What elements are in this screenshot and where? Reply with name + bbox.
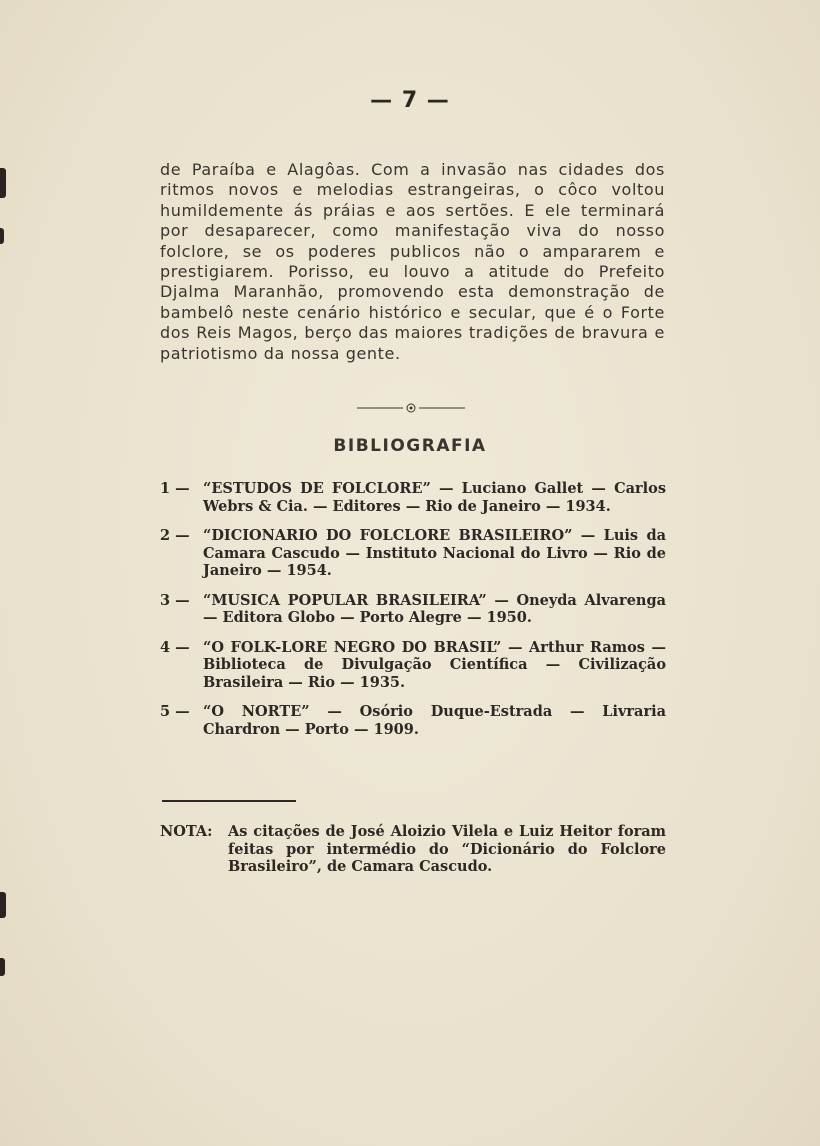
binding-hole-mark [0,958,5,976]
bibliography-heading: BIBLIOGRAFIA [333,436,487,456]
bibliography-entry [160,703,666,738]
page-number: — 7 — [370,88,450,113]
intro-paragraph: de Paraíba e Alagôas. Com a invasão nas cidades dos ritmos novos e melodias estrangeiras, o côco voltou humildemente ás práias e aos sertões. E ele terminará por desaparecer, como manifestação viva do nosso folclore, se os poderes publicos não o ampararem e prestigiarem. Porisso, eu louvo a atitude do Prefeito Djalma Maranhão, promovendo esta demonstração de bambelô neste cenário histórico e secular, que é o Forte dos Reis Magos, berço das maiores tradições de bravura e patriotismo da nossa gente. [160,160,665,363]
entry-text: “O FOLK-LORE NEGRO DO BRASIL” — Arthur Ramos — Biblioteca de Divulgação Científica — Civilização Brasileira — Rio — 1935. [203,638,666,691]
bibliography-entry [160,639,666,692]
bibliography-entry [160,480,666,515]
footnote-rule [162,800,296,802]
bibliography-entry [160,592,666,627]
note-label: NOTA: [160,823,213,840]
entry-text: “ESTUDOS DE FOLCLORE” — Luciano Gallet — Carlos Webrs & Cia. — Editores — Rio de Janeiro — 1934. [203,480,666,515]
footnote [160,823,666,876]
binding-hole-mark [0,168,6,198]
binding-hole-mark [0,228,4,244]
entry-number: 4 — [160,638,190,656]
section-divider-ornament [357,398,465,418]
entry-number: 3 — [160,591,190,609]
entry-number: 5 — [160,703,190,720]
entry-number: 2 — [160,527,190,544]
entry-number: 1 — [160,480,190,497]
binding-hole-mark [0,892,6,918]
bibliography-list [160,480,666,750]
entry-text: “MUSICA POPULAR BRASILEIRA” — Oneyda Alvarenga — Editora Globo — Porto Alegre — 1950. [203,591,666,626]
entry-text: “DICIONARIO DO FOLCLORE BRASILEIRO” — Luis da Camara Cascudo — Instituto Nacional do Livro — Rio de Janeiro — 1954. [203,527,666,579]
note-text: As citações de José Aloizio Vilela e Luiz Heitor foram feitas por intermédio do “Dicionário do Folclore Brasileiro”, de Camara Cascudo. [228,823,666,875]
bibliography-entry [160,527,666,580]
entry-text: “O NORTE” — Osório Duque-Estrada — Livraria Chardron — Porto — 1909. [203,703,666,738]
